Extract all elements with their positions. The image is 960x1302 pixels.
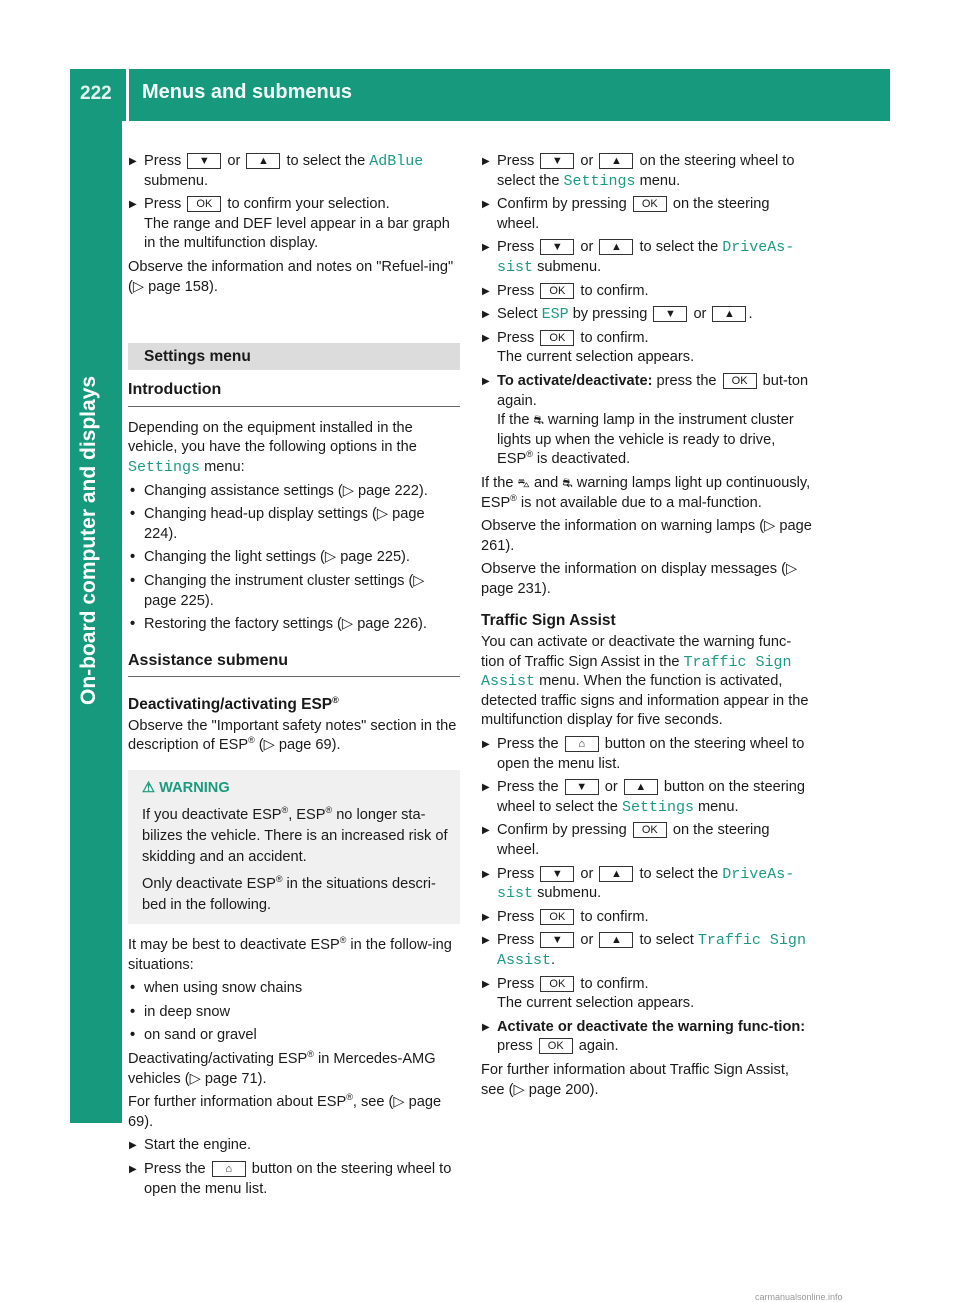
menu-name-driveassist: DriveAs-sist: [497, 239, 795, 276]
left-column: [128, 152, 460, 1203]
up-key-icon: ▲: [599, 239, 633, 255]
right-column: [481, 152, 813, 1104]
further-tsa: For further information about Traffic Sign Assist, see (▷ page 200).: [481, 1061, 789, 1098]
further-esp: For further information about ESP®, see (▷ page 69).: [128, 1092, 442, 1130]
step-select-settings: ▶ Press ▼ or ▲ on the steering wheel to select the Settings menu.: [481, 152, 813, 191]
up-key-icon: ▲: [712, 306, 746, 322]
step-select-driveassist: ▶ Press ▼ or ▲ to select the DriveAs-sist submenu.: [481, 865, 813, 904]
step-open-menu: ▶ Press the ⌂ button on the steering wheel to open the menu list.: [481, 735, 813, 774]
tsa-intro: You can activate or deactivate the warning func-tion of Traffic Sign Assist in the Traffic Sign Assist menu. When the function is activated, detected traffic signs and information appear in the multifunction display for five seconds.: [481, 634, 809, 729]
list-item: • Changing assistance settings (▷ page 222).: [128, 482, 460, 502]
list-item: • in deep snow: [128, 1003, 460, 1023]
heading-introduction: Introduction: [128, 380, 460, 407]
list-item: • Changing head-up display settings (▷ page 224).: [128, 505, 460, 544]
chapter-sidebar: [70, 121, 122, 1123]
menu-name-driveassist: DriveAs-sist: [497, 865, 795, 903]
malfunction-note: If the ⛍ and ⛐ warning lamps light up continuously, ESP® is not available due to a mal-function.: [481, 474, 811, 511]
down-key-icon: ▼: [540, 153, 574, 169]
ok-key-icon: OK: [540, 283, 574, 299]
menu-name-settings: Settings: [128, 458, 201, 476]
ok-key-icon: OK: [540, 909, 574, 925]
heading-esp: Deactivating/activating ESP®: [128, 695, 339, 714]
menu-name-esp: ESP: [541, 306, 569, 324]
list-item: • Changing the instrument cluster settings (▷ page 225).: [128, 572, 460, 611]
page-number: 222: [80, 83, 112, 104]
section-title-settings: Settings menu: [128, 343, 460, 370]
esp-warning-lamp-icon: ⛍: [517, 475, 530, 490]
heading-traffic-sign-assist: Traffic Sign Assist: [481, 612, 616, 630]
step-select-settings: ▶ Press the ▼ or ▲ button on the steering wheel to select the Settings menu.: [481, 778, 813, 817]
step-select-driveassist: ▶ Press ▼ or ▲ to select the DriveAs-sist submenu.: [481, 238, 813, 277]
step-select-esp: ▶ Select ESP by pressing ▼ or ▲ .: [481, 305, 813, 325]
warning-text: Only deactivate ESP® in the situations descri-bed in the following.: [142, 874, 436, 914]
ok-key-icon: OK: [723, 373, 757, 389]
step-confirm: ▶ Confirm by pressing OK on the steering wheel.: [481, 821, 813, 860]
amg-note: Deactivating/activating ESP® in Mercedes-AMG vehicles (▷ page 71).: [128, 1049, 436, 1087]
warning-text: If you deactivate ESP®, ESP® no longer sta-bilizes the vehicle. There is an increased risk of skidding and an accident.: [142, 805, 448, 866]
step-confirm: ▶ Confirm by pressing OK on the steering wheel.: [481, 195, 813, 234]
header-divider: [126, 69, 129, 121]
step-start-engine: ▶ Start the engine.: [128, 1136, 460, 1156]
home-key-icon: ⌂: [565, 736, 599, 752]
step-confirm: ▶ Press OK to confirm. The current selection appears.: [481, 975, 813, 1014]
page-header: [70, 69, 890, 121]
observe-refuel: Observe the information and notes on "Refuel-ing" (▷ page 158).: [128, 258, 454, 295]
step-select-adblue: ▶ Press ▼ or ▲ to select the AdBlue submenu.: [128, 152, 460, 191]
ok-key-icon: OK: [633, 196, 667, 212]
esp-off-warning-lamp-icon: ⛐: [562, 475, 573, 490]
step-confirm-selection: ▶ Press OK to confirm your selection. The range and DEF level appear in a bar graph in the multifunction display.: [128, 195, 460, 254]
up-key-icon: ▲: [599, 153, 633, 169]
ok-key-icon: OK: [187, 196, 221, 212]
warning-triangle-icon: ⚠: [142, 780, 156, 797]
heading-assistance-submenu: Assistance submenu: [128, 651, 460, 678]
page-title: Menus and submenus: [142, 81, 353, 103]
intro-text: Depending on the equipment installed in the vehicle, you have the following options in the Settings menu:: [128, 419, 417, 476]
list-item: • Changing the light settings (▷ page 225).: [128, 548, 460, 568]
chapter-label: On-board computer and displays: [77, 375, 100, 705]
ok-key-icon: OK: [633, 822, 667, 838]
up-key-icon: ▲: [246, 153, 280, 169]
down-key-icon: ▼: [187, 153, 221, 169]
warning-box: [128, 770, 460, 924]
up-key-icon: ▲: [599, 932, 633, 948]
down-key-icon: ▼: [540, 866, 574, 882]
list-item: • when using snow chains: [128, 979, 460, 999]
observe-messages: Observe the information on display messages (▷ page 231).: [481, 561, 798, 597]
ok-key-icon: OK: [540, 330, 574, 346]
menu-name-settings: Settings: [621, 798, 694, 816]
up-key-icon: ▲: [599, 866, 633, 882]
observe-lamps: Observe the information on warning lamps (▷ page 261).: [481, 518, 812, 554]
step-confirm: ▶ Press OK to confirm.: [481, 282, 813, 302]
menu-name-traffic-sign-assist: Traffic Sign Assist: [481, 653, 792, 691]
warning-heading: ⚠ WARNING: [142, 780, 230, 797]
ok-key-icon: OK: [540, 976, 574, 992]
menu-name-adblue: AdBlue: [369, 153, 424, 170]
esp-observe: Observe the "Important safety notes" section in the description of ESP® (▷ page 69).: [128, 717, 457, 754]
watermark: carmanualsonline.info: [755, 1292, 843, 1302]
up-key-icon: ▲: [624, 779, 658, 795]
step-activate-warning: ▶ Activate or deactivate the warning func-tion: press OK again.: [481, 1018, 813, 1057]
menu-name-settings: Settings: [563, 172, 636, 190]
list-item: • on sand or gravel: [128, 1026, 460, 1046]
menu-name-traffic-sign-assist: Traffic Sign Assist: [497, 932, 806, 969]
down-key-icon: ▼: [565, 779, 599, 795]
ok-key-icon: OK: [539, 1038, 573, 1054]
esp-off-warning-lamp-icon: ⛐: [533, 413, 544, 428]
step-activate-deactivate: ▶ To activate/deactivate: press the OK but-ton again. If the ⛐ warning lamp in the instrument cluster lights up when the vehicle is ready to drive, ESP® is deactivated.: [481, 372, 813, 470]
step-confirm: ▶ Press OK to confirm.: [481, 908, 813, 928]
step-confirm: ▶ Press OK to confirm. The current selection appears.: [481, 329, 813, 368]
home-key-icon: ⌂: [212, 1161, 246, 1177]
best-deactivate: It may be best to deactivate ESP® in the follow-ing situations:: [128, 935, 452, 973]
down-key-icon: ▼: [540, 239, 574, 255]
down-key-icon: ▼: [540, 932, 574, 948]
step-select-traffic-sign-assist: ▶ Press ▼ or ▲ to select Traffic Sign Assist.: [481, 931, 813, 970]
step-open-menu: ▶ Press the ⌂ button on the steering wheel to open the menu list.: [128, 1160, 460, 1199]
down-key-icon: ▼: [653, 306, 687, 322]
list-item: • Restoring the factory settings (▷ page 226).: [128, 615, 460, 635]
